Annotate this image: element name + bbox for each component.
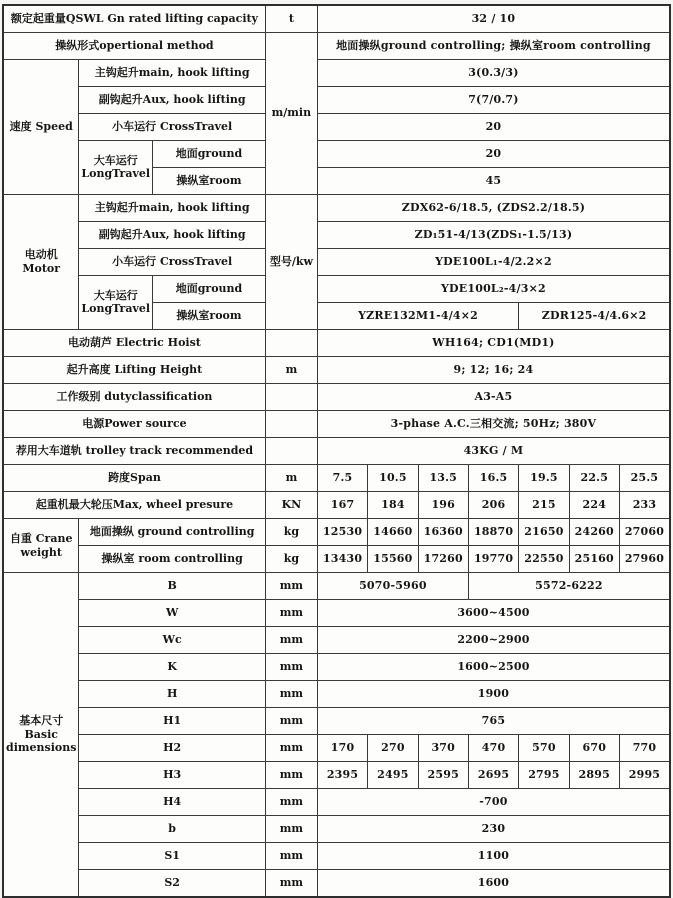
speed-cross-travel-value: 20 xyxy=(317,114,670,141)
dimension-H4-value: -700 xyxy=(317,789,670,816)
dimension-H2-value: 170 xyxy=(317,735,367,762)
crane-weight-room-value: 13430 xyxy=(317,546,367,573)
dimension-W-label: W xyxy=(79,600,266,627)
table-row xyxy=(3,465,670,492)
table-row xyxy=(3,222,670,249)
wheel-pressure-value: 206 xyxy=(468,492,518,519)
motor-long-travel-ground-label: 地面ground xyxy=(153,276,266,303)
wheel-pressure-unit: KN xyxy=(265,492,317,519)
crane-weight-room-value: 25160 xyxy=(569,546,619,573)
crane-weight-room-unit: kg xyxy=(265,546,317,573)
table-row xyxy=(3,708,670,735)
table-row xyxy=(3,357,670,384)
rated-capacity-label: 额定起重量QSWL Gn rated lifting capacity xyxy=(3,5,265,33)
electric-hoist-value: WH164; CD1(MD1) xyxy=(317,330,670,357)
table-row xyxy=(3,276,670,303)
dimension-H2-unit: mm xyxy=(265,735,317,762)
table-row xyxy=(3,33,670,60)
dimension-H3-value: 2595 xyxy=(418,762,468,789)
dimension-H-label: H xyxy=(79,681,266,708)
table-row xyxy=(3,843,670,870)
crane-weight-ground-value: 21650 xyxy=(519,519,569,546)
table-row xyxy=(3,5,670,33)
speed-main-hook-label: 主钩起升main, hook lifting xyxy=(79,60,266,87)
motor-main-hook-label: 主钩起升main, hook lifting xyxy=(79,195,266,222)
dimension-B-value-left: 5070-5960 xyxy=(317,573,468,600)
motor-long-travel-ground-value: YDE100L₂-4/3×2 xyxy=(317,276,670,303)
dimension-H2-value: 270 xyxy=(368,735,418,762)
motor-aux-hook-value: ZD₁51-4/13(ZDS₁-1.5/13) xyxy=(317,222,670,249)
dimension-Wc-label: Wc xyxy=(79,627,266,654)
speed-long-travel-ground-label: 地面ground xyxy=(153,141,266,168)
wheel-pressure-value: 224 xyxy=(569,492,619,519)
rated-capacity-unit: t xyxy=(265,5,317,33)
dimension-H2-value: 770 xyxy=(619,735,670,762)
crane-weight-room-value: 15560 xyxy=(368,546,418,573)
motor-unit: 型号/kw xyxy=(265,195,317,330)
dimension-b-label: b xyxy=(79,816,266,843)
table-row xyxy=(3,60,670,87)
dimension-H3-value: 2995 xyxy=(619,762,670,789)
crane-weight-room-value: 22550 xyxy=(519,546,569,573)
table-row xyxy=(3,114,670,141)
lifting-height-label: 起升高度 Lifting Height xyxy=(3,357,265,384)
dimension-H2-value: 370 xyxy=(418,735,468,762)
table-row xyxy=(3,870,670,898)
speed-main-hook-value: 3(0.3/3) xyxy=(317,60,670,87)
duty-classification-label: 工作级别 dutyclassification xyxy=(3,384,265,411)
trolley-track-value: 43KG / M xyxy=(317,438,670,465)
crane-weight-room-value: 19770 xyxy=(468,546,518,573)
speed-long-travel-ground-value: 20 xyxy=(317,141,670,168)
crane-specification-table xyxy=(2,4,671,898)
table-row xyxy=(3,654,670,681)
crane-weight-ground-unit: kg xyxy=(265,519,317,546)
rated-capacity-value: 32 / 10 xyxy=(317,5,670,33)
wheel-pressure-value: 196 xyxy=(418,492,468,519)
table-row xyxy=(3,627,670,654)
span-value: 22.5 xyxy=(569,465,619,492)
table-row xyxy=(3,762,670,789)
table-row xyxy=(3,519,670,546)
table-row xyxy=(3,87,670,114)
dimension-H2-value: 670 xyxy=(569,735,619,762)
speed-long-travel-room-value: 45 xyxy=(317,168,670,195)
crane-weight-ground-value: 14660 xyxy=(368,519,418,546)
dimension-Wc-value: 2200~2900 xyxy=(317,627,670,654)
crane-weight-ground-label: 地面操纵 ground controlling xyxy=(79,519,266,546)
operational-method-value: 地面操纵ground controlling; 操纵室room controlling xyxy=(317,33,670,60)
power-source-unit-cell xyxy=(265,411,317,438)
speed-long-travel-label: 大车运行 LongTravel xyxy=(79,141,153,195)
motor-long-travel-room-value-left: YZRE132M1-4/4×2 xyxy=(317,303,518,330)
dimension-H3-value: 2395 xyxy=(317,762,367,789)
motor-aux-hook-label: 副钩起升Aux, hook lifting xyxy=(79,222,266,249)
dimension-K-value: 1600~2500 xyxy=(317,654,670,681)
dimension-H3-value: 2695 xyxy=(468,762,518,789)
dimension-H3-unit: mm xyxy=(265,762,317,789)
crane-weight-ground-value: 12530 xyxy=(317,519,367,546)
crane-weight-room-label: 操纵室 room controlling xyxy=(79,546,266,573)
dimension-S1-value: 1100 xyxy=(317,843,670,870)
span-value: 7.5 xyxy=(317,465,367,492)
dimension-H4-label: H4 xyxy=(79,789,266,816)
speed-unit: m/min xyxy=(265,33,317,195)
basic-dimensions-section-label: 基本尺寸 Basic dimensions xyxy=(3,573,79,898)
motor-section-label: 电动机 Motor xyxy=(3,195,79,330)
table-row xyxy=(3,384,670,411)
table-row xyxy=(3,546,670,573)
dimension-S2-value: 1600 xyxy=(317,870,670,898)
speed-aux-hook-label: 副钩起升Aux, hook lifting xyxy=(79,87,266,114)
table-row xyxy=(3,330,670,357)
dimension-B-unit: mm xyxy=(265,573,317,600)
dimension-H2-value: 470 xyxy=(468,735,518,762)
lifting-height-unit: m xyxy=(265,357,317,384)
span-label: 跨度Span xyxy=(3,465,265,492)
dimension-b-unit: mm xyxy=(265,816,317,843)
dimension-H3-value: 2795 xyxy=(519,762,569,789)
motor-long-travel-label: 大车运行 LongTravel xyxy=(79,276,153,330)
table-row xyxy=(3,411,670,438)
span-unit: m xyxy=(265,465,317,492)
span-value: 13.5 xyxy=(418,465,468,492)
dimension-H2-value: 570 xyxy=(519,735,569,762)
span-value: 16.5 xyxy=(468,465,518,492)
table-row xyxy=(3,492,670,519)
dimension-H1-label: H1 xyxy=(79,708,266,735)
speed-aux-hook-value: 7(7/0.7) xyxy=(317,87,670,114)
dimension-H3-value: 2495 xyxy=(368,762,418,789)
lifting-height-value: 9; 12; 16; 24 xyxy=(317,357,670,384)
dimension-K-label: K xyxy=(79,654,266,681)
dimension-H1-unit: mm xyxy=(265,708,317,735)
speed-cross-travel-label: 小车运行 CrossTravel xyxy=(79,114,266,141)
table-row xyxy=(3,438,670,465)
electric-hoist-label: 电动葫芦 Electric Hoist xyxy=(3,330,265,357)
span-value: 19.5 xyxy=(519,465,569,492)
dimension-H3-label: H3 xyxy=(79,762,266,789)
motor-long-travel-room-value-right: ZDR125-4/4.6×2 xyxy=(519,303,670,330)
crane-weight-ground-value: 18870 xyxy=(468,519,518,546)
crane-weight-ground-value: 16360 xyxy=(418,519,468,546)
table-row xyxy=(3,600,670,627)
dimension-W-value: 3600~4500 xyxy=(317,600,670,627)
crane-weight-section-label: 自重 Crane weight xyxy=(3,519,79,573)
dimension-S1-label: S1 xyxy=(79,843,266,870)
table-row xyxy=(3,141,670,168)
dimension-B-label: B xyxy=(79,573,266,600)
table-row xyxy=(3,735,670,762)
dimension-H-value: 1900 xyxy=(317,681,670,708)
dimension-Wc-unit: mm xyxy=(265,627,317,654)
table-row xyxy=(3,789,670,816)
motor-long-travel-room-label: 操纵室room xyxy=(153,303,266,330)
dimension-K-unit: mm xyxy=(265,654,317,681)
crane-weight-ground-value: 24260 xyxy=(569,519,619,546)
dimension-H-unit: mm xyxy=(265,681,317,708)
duty-classification-value: A3-A5 xyxy=(317,384,670,411)
dimension-b-value: 230 xyxy=(317,816,670,843)
dimension-W-unit: mm xyxy=(265,600,317,627)
dimension-H4-unit: mm xyxy=(265,789,317,816)
speed-long-travel-room-label: 操纵室room xyxy=(153,168,266,195)
wheel-pressure-label: 起重机最大轮压Max, wheel presure xyxy=(3,492,265,519)
dimension-S2-unit: mm xyxy=(265,870,317,898)
table-row xyxy=(3,249,670,276)
span-value: 10.5 xyxy=(368,465,418,492)
crane-weight-room-value: 17260 xyxy=(418,546,468,573)
electric-hoist-unit-cell xyxy=(265,330,317,357)
trolley-track-unit-cell xyxy=(265,438,317,465)
dimension-H3-value: 2895 xyxy=(569,762,619,789)
wheel-pressure-value: 215 xyxy=(519,492,569,519)
crane-weight-room-value: 27960 xyxy=(619,546,670,573)
motor-cross-travel-label: 小车运行 CrossTravel xyxy=(79,249,266,276)
dimension-S1-unit: mm xyxy=(265,843,317,870)
wheel-pressure-value: 233 xyxy=(619,492,670,519)
power-source-value: 3-phase A.C.三相交流; 50Hz; 380V xyxy=(317,411,670,438)
table-row xyxy=(3,681,670,708)
motor-main-hook-value: ZDX62-6/18.5, (ZDS2.2/18.5) xyxy=(317,195,670,222)
table-row xyxy=(3,573,670,600)
duty-classification-unit-cell xyxy=(265,384,317,411)
wheel-pressure-value: 184 xyxy=(368,492,418,519)
table-row xyxy=(3,195,670,222)
crane-weight-ground-value: 27060 xyxy=(619,519,670,546)
table-row xyxy=(3,816,670,843)
dimension-S2-label: S2 xyxy=(79,870,266,898)
span-value: 25.5 xyxy=(619,465,670,492)
trolley-track-label: 荐用大车道轨 trolley track recommended xyxy=(3,438,265,465)
dimension-H1-value: 765 xyxy=(317,708,670,735)
operational-method-label: 操纵形式opertional method xyxy=(3,33,265,60)
motor-cross-travel-value: YDE100L₁-4/2.2×2 xyxy=(317,249,670,276)
wheel-pressure-value: 167 xyxy=(317,492,367,519)
speed-section-label: 速度 Speed xyxy=(3,60,79,195)
power-source-label: 电源Power source xyxy=(3,411,265,438)
dimension-B-value-right: 5572-6222 xyxy=(468,573,670,600)
dimension-H2-label: H2 xyxy=(79,735,266,762)
